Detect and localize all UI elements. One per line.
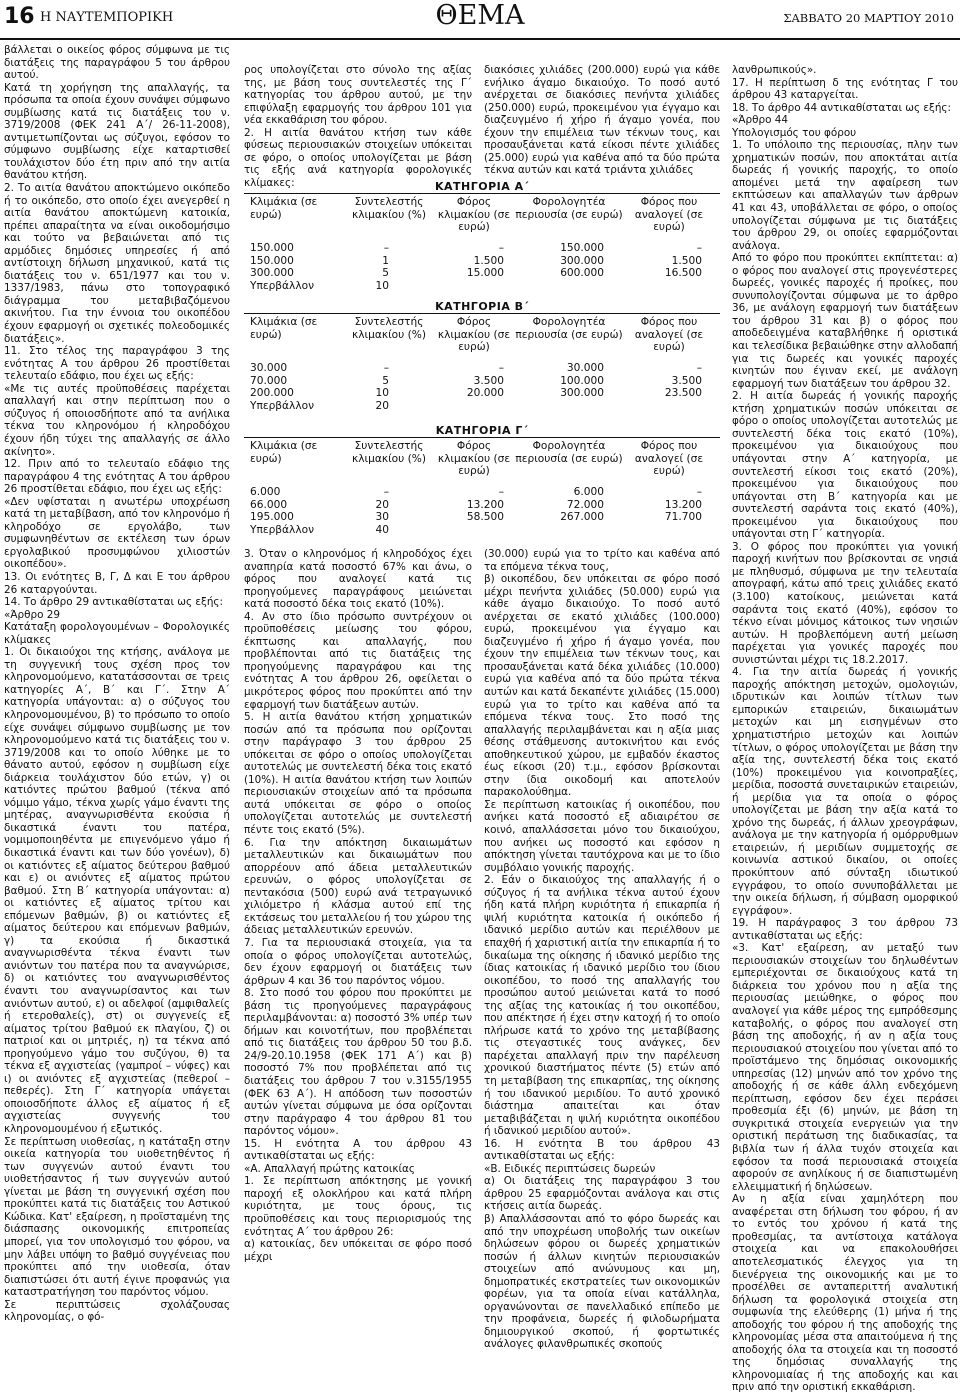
table-cell: 150.000 bbox=[250, 254, 294, 267]
paragraph: 17. Η περίπτωση δ της ενότητας Γ του άρθρου 43 καταργείται. bbox=[732, 76, 958, 102]
column-header: Φόρος κλιμακίου (σε ευρώ) bbox=[437, 440, 511, 477]
section-logo: ΘΕΜΑ bbox=[435, 0, 525, 31]
table-cell: 15.000 bbox=[466, 267, 504, 279]
table-cell: – bbox=[696, 242, 702, 254]
category-title: ΚΑΤΗΓΟΡΙΑ Γ΄ bbox=[435, 424, 529, 437]
table-cell: 300.000 bbox=[250, 267, 294, 279]
paragraph: Σε περιπτώσεις σχολάζουσας κληρονομίας, ο φό- bbox=[4, 1298, 230, 1324]
paragraph: βάλλεται ο οικείος φόρος σύμφωνα με τις διατάξεις της παραγράφου 5 του άρθρου αυτού. bbox=[4, 44, 230, 82]
paragraph: «Άρθρο 44 bbox=[732, 114, 788, 127]
category-rule bbox=[244, 437, 720, 438]
table-cell: 13.200 bbox=[664, 498, 702, 511]
paragraph: 15. Η ενότητα Α του άρθρου 43 αντικαθίσταται ως εξής: bbox=[244, 1137, 472, 1163]
table-cell: 40 bbox=[375, 523, 389, 536]
text-column-3-top bbox=[484, 64, 720, 177]
text-column-4 bbox=[732, 64, 958, 1394]
table-cell: 6.000 bbox=[573, 486, 604, 498]
table-cell: 600.000 bbox=[560, 267, 604, 279]
issue-date: ΣΑΒΒΑΤΟ 20 ΜΑΡΤΙΟΥ 2010 bbox=[783, 11, 954, 25]
column-header: Συντελεστής κλιμακίου (%) bbox=[352, 316, 426, 341]
column-header: Φόρος κλιμακίου (σε ευρώ) bbox=[437, 196, 511, 233]
column-header: Κλιμάκια (σε ευρώ) bbox=[250, 316, 318, 341]
table-cell: 30 bbox=[375, 511, 389, 523]
category-title: ΚΑΤΗΓΟΡΙΑ Β΄ bbox=[435, 300, 529, 313]
table-cell: – bbox=[696, 486, 702, 498]
paragraph: «Δεν υφίσταται η ανωτέρω υποχρέωση κατά τη μεταβίβαση, από τον κληρονόμο ή κληροδόχο σε εργολάβο, των συμφωνηθέντων σε εκτέλεση των όρων εργολαβικού προσυμφώνου χιλιοστών οικοπέδου». bbox=[4, 495, 230, 571]
table-cell: 1.500 bbox=[473, 254, 504, 267]
column-header: Κλιμάκια (σε ευρώ) bbox=[250, 196, 318, 221]
column-header: Φόρος κλιμακίου (σε ευρώ) bbox=[437, 316, 511, 353]
table-cell: 71.700 bbox=[664, 511, 702, 523]
paragraph: 4. Αν στο ίδιο πρόσωπο συντρέχουν οι προϋποθέσεις μείωσης του φόρου, έκπτωσης και απαλλαγής, που προβλέπονται από τις διατάξεις της προηγούμενης παραγράφου και της ενότητας Α του άρθρου 26, οφείλεται ο μικρότερος φόρος που προκύπτει από την εφαρμογή των διατάξεων αυτών. bbox=[244, 610, 472, 711]
paragraph: λανθρωπικούς». bbox=[732, 64, 817, 76]
paragraph: 2. Εάν ο δικαιούχος της απαλλαγής ή ο σύζυγος ή τα ανήλικα τέκνα αυτού έχουν ήδη κατά πλήρη κυριότητα ή επικαρπία ή ψιλή κυριότητα κατοικία ή οικόπεδο ή ιδανικό μερίδιο αυτών και περιέλθουν με επαχθή ή χαριστική αιτία την επικαρπία ή το δικαίωμα της οίκησης ή ιδανικό μερίδιο της ίδιας κατοικίας ή ιδανικό μερίδιο του ίδιου οικοπέδου, το ποσό της απαλλαγής του προσώπου αυτού μειώνεται κατά το ποσό της αξίας της κατοικίας ή του οικοπέδου, που απέκτησε ή έχει στην κατοχή ή το οποίο πλήρωσε κατά το χρόνο της μεταβίβασης τις στεγαστικές τους ανάγκες, δεν παρέχεται απαλλαγή πριν την παρέλευση χρονικού διαστήματος πέντε (5) ετών από τη μεταβίβαση της επικαρπίας, της οίκησης ή του ιδανικού μεριδίου. Το αυτό χρονικό διάστημα απαιτείται και όταν μεταβιβάζεται η ψιλή κυριότητα οικοπέδου ή ιδανικού μεριδίου αυτού». bbox=[484, 874, 720, 1138]
table-cell: Υπερβάλλον bbox=[250, 279, 314, 292]
paragraph: «3. Κατ' εξαίρεση, αν μεταξύ των περιουσιακών στοιχείων του δηλωθέντων εμπεριέχονται σε δικαιούχους κατά τη διάρκεια του χρόνου που η αξία της περιουσίας μειώθηκε, ο φόρος που αναλογεί για κάθε μέρος της εμπρόθεσμης καταβολής, ο φόρος που αναλογεί στη βάση της αποδοχής, ή αν η αξία τους περιουσιακού στοιχείου που γίνεται από το προϊστάμενο της δημόσιας οικονομικής υπηρεσίας (12) μηνών από τον χρόνο της αποδοχής ή σε κάθε άλλη ενδεχόμενη περίπτωση, εφόσον δεν έχει περάσει προθεσμία έξι (6) μηνών, με βάση τη συγκριτικά στοιχεία ενεργειών για την οριστική περάτωση της διαδικασίας, τα βιβλία των ή άλλα τυχόν στοιχεία και εφόσον τα ποσά περιουσιακά στοιχεία αφορούν σε ανηλίκους ή σε διαπιστωμένη ελλειμματική ή δηλώσεων. bbox=[732, 942, 958, 1193]
paragraph: 13. Οι ενότητες Β, Γ, Δ και Ε του άρθρου 26 καταργούνται. bbox=[4, 570, 230, 596]
table-cell: 1.500 bbox=[671, 254, 702, 267]
paragraph: «Α. Απαλλαγή πρώτης κατοικίας bbox=[244, 1162, 415, 1175]
paragraph: α) Οι διατάξεις της παραγράφου 3 του άρθρου 25 εφαρμόζονται ανάλογα και στις κτήσεις αιτία δωρεάς. bbox=[484, 1175, 720, 1213]
table-cell: 20 bbox=[375, 399, 389, 412]
table-cell: – bbox=[498, 486, 504, 498]
table-cell: 267.000 bbox=[560, 511, 604, 523]
table-cell: 150.000 bbox=[250, 242, 294, 254]
paragraph: α) κατοικίας, δεν υπόκειται σε φόρο ποσό μέχρι bbox=[244, 1238, 472, 1263]
page-header bbox=[0, 0, 960, 40]
paragraph: «Β. Ειδικές περιπτώσεις δωρεών bbox=[484, 1162, 656, 1175]
table-cell: 100.000 bbox=[560, 374, 604, 387]
paragraph: 1. Το υπόλοιπο της περιουσίας, πλην των χρηματικών ποσών, που αποκτάται αιτία δωρεάς ή γονικής παροχής, το οποίο απομένει μετά την αφαίρεση των εκπτώσεων και απαλλαγών των άρθρων 41 και 43, υποβάλλεται σε φόρο, ο οποίος υπολογίζεται σύμφωνα με τις διατάξεις του άρθρου 29, οι οποίες εφαρμόζονται ανάλογα. bbox=[732, 139, 958, 252]
paragraph: 1. Σε περίπτωση απόκτησης με γονική παροχή εξ ολοκλήρου και κατά πλήρη κυριότητα, με τους όρους, τις προϋποθέσεις και τους περιορισμούς της ενότητας Α΄ του άρθρου 26: bbox=[244, 1175, 472, 1238]
paragraph: 4. Για την αιτία δωρεάς ή γονικής παροχής απόκτηση μετοχών, ομολογιών, ιδρυτικών και λοιπών τίτλων των εμπορικών εταιρειών, δικαιωμάτων μετοχών και μη εισηγμένων στο χρηματιστήριο μετοχών και λοιπών τίτλων, ο φόρος υπολογίζεται με βάση την αξία της, συντελεστή δέκα τοις εκατό (10%) προκειμένου για κοινοπραξίες, μερίδια, ποσοστά συνεταιρικών εταιρειών, ή μερίδια για τα οποία ο φόρος υπολογίζεται με βάση την αξία κατά το χρόνο της δωρεάς, ή άλλων χρεογράφων, ανάλογα με την κατηγορία ή ομόρρυθμων εταιρειών, ή μεριδίων συμμετοχής σε κοινωνία αστικού δικαίου, οι οποίες προκύπτουν από σύνταξη ιδιωτικού εγγράφου, το οποίο συνυποβάλλεται με την οικεία δήλωση, ή σύμβαση ομορφικού εγγράφου». bbox=[732, 666, 958, 917]
paragraph: Κατά τη χορήγηση της απαλλαγής, τα πρόσωπα τα οποία έχουν συνάψει σύμφωνο συμβίωσης κατά τις διατάξεις του ν. 3719/2008 (ΦΕΚ 241 Α΄/ 26-11-2008), αντιμετωπίζονται ως σύζυγοι, εφόσον το σύμφωνο συμβίωσης είχε καταρτισθεί τουλάχιστον δύο έτη πριν από την αιτία θανάτου κτήση. bbox=[4, 81, 230, 182]
table-cell: Υπερβάλλον bbox=[250, 523, 314, 536]
paragraph: Αν η αξία είναι χαμηλότερη που αναφέρεται στη δήλωση του φόρου, ή αν το εντός του χρόνου ή κατά της προθεσμίας, τα αντίστοιχα κατάλογα στοιχεία και να επακολουθήσει αποτελεσματικός έλεγχος για τη διενέργεια της οικονομικής και με το προσέλθει σε ανταπεριττή αναλυτική δήλωση τα φορολογικά στοιχεία στη συμφωνία της ελεύθερης (1) μήνα ή της αποδοχής του φόρου ή της αποδοχής της κληρονομίας μέσα στα απαιτούμενα ή της αποδοχής όλα τα στοιχεία και τη ποσοστό της δημόσιας συναλλαγής της κληρονομιαίας ή της αποδοχής και και πριν από την οριστική εκκαθάριση. bbox=[732, 1193, 958, 1394]
tax-scale-tables bbox=[244, 178, 720, 542]
paragraph: Σε περίπτωση υιοθεσίας, η κατάταξη στην οικεία κατηγορία του υιοθετηθέντος ή των συγγενών αυτού έναντι του υιοθετήσαντος ή των συγγενών αυτού γίνεται με βάση τη συγγενική σχέση που προκύπτει κατά τις διατάξεις του Αστικού Κώδικα. Κατ' εξαίρεση, η προϊσταμένη της διάσπασης οικονομικής επιτροπείας μπορεί, για τον υπολογισμό του φόρου, να μην λάβει υπόψη το βαθμό συγγένειας που προκύπτει από την υιοθεσία, όταν διαπιστώσει ότι αυτή έγινε προφανώς για καταστρατήγηση του παρόντος νόμου. bbox=[4, 1135, 230, 1299]
paragraph: 2. Η αιτία θανάτου κτήση των κάθε φύσεως περιουσιακών στοιχείων υπόκειται σε φόρο, ο οποίος υπολογίζεται με βάση τις εξής ανά κατηγορία φορολογικές κλίμακες: bbox=[244, 126, 472, 189]
paragraph: β) οικοπέδου, δεν υπόκειται σε φόρο ποσό μέχρι πενήντα χιλιάδες (50.000) ευρώ για κάθε άγαμο δικαιούχο. Το ποσό αυτό ανέρχεται σε εκατό χιλιάδες (100.000) ευρώ, προκειμένου για έγγαμο και διαζευγμένο ή χήρο ή άγαμο γονέα, που έχουν την επιμέλεια των τέκνων τους, και προσαυξάνεται κατά δέκα χιλιάδες (10.000) ευρώ για καθένα από τα δύο πρώτα τέκνα αυτών και κατά δεκαπέντε χιλιάδες (15.000) ευρώ για το τρίτο και καθένα από τα επόμενα τέκνα τους. Στο ποσό της απαλλαγής περιλαμβάνεται και η αξία μιας θέσης στάθμευσης αυτοκινήτου και ενός αποθηκευτικού χώρου, με εμβαδόν έκαστος έως είκοσι (20) τ.μ., εφόσον βρίσκονται στην ίδια οικοδομή και αποτελούν παρακολούθημα. bbox=[484, 573, 720, 799]
table-cell: 300.000 bbox=[560, 254, 604, 267]
table-cell: 150.000 bbox=[560, 242, 604, 254]
paragraph: «Άρθρο 29 bbox=[4, 608, 60, 621]
paragraph: Σε περίπτωση κατοικίας ή οικοπέδου, που ανήκει κατά ποσοστό εξ αδιαιρέτου σε κοινό, απαλλάσσεται μόνο του δικαιούχου, που ανήκει ως ποσοστό και εφόσον η απόκτηση γίνεται ταυτόχρονα και με το ίδιο συμβόλαιο γονικής παροχής. bbox=[484, 798, 720, 874]
paragraph: Από το φόρο που προκύπτει εκπίπτεται: α) ο φόρος που αναλογεί στις προγενέστερες δωρεές, γονικές παροχές ή προίκες, που συνυπολογίζονται σύμφωνα με το άρθρο 36, με ανάλογη εφαρμογή των διατάξεων του άρθρου 31 και β) ο φόρος που αποδεδειγμένα καταβλήθηκε ή οριστικά και τελεσίδικα βεβαιώθηκε στην αλλοδαπή για τις δωρεές και γονικές παροχές κινητών που έγιναν εκεί, με ανάλογη εφαρμογή των διατάξεων του άρθρου 32. bbox=[732, 252, 958, 390]
text-column-2-bottom bbox=[244, 548, 472, 1263]
paragraph: 2. Η αιτία δωρεάς ή γονικής παροχής κτήση χρηματικών ποσών υπόκειται σε φόρο ο οποίος υπολογίζεται αυτοτελώς με συντελεστή δέκα τοις εκατό (10%), προκειμένου για δικαιούχους που υπάγονται στην Α΄ κατηγορία, με συντελεστή είκοσι τοις εκατό (20%), προκειμένου για δικαιούχους που υπάγονται στη Β΄ κατηγορία και με συντελεστή σαράντα τοις εκατό (40%), προκειμένου για δικαιούχους που υπάγονται στη Γ΄ κατηγορία. bbox=[732, 390, 958, 541]
column-header: Συντελεστής κλιμακίου (%) bbox=[352, 196, 426, 221]
column-header: Συντελεστής κλιμακίου (%) bbox=[352, 440, 426, 465]
paragraph: (30.000) ευρώ για το τρίτο και καθένα από τα επόμενα τέκνα τους, bbox=[484, 548, 720, 573]
table-cell: 20.000 bbox=[466, 387, 504, 399]
table-cell: Υπερβάλλον bbox=[250, 399, 314, 412]
text-column-3-bottom bbox=[484, 548, 720, 1351]
table-cell: 3.500 bbox=[473, 374, 504, 387]
table-cell: 3.500 bbox=[671, 374, 702, 387]
category-rule bbox=[244, 313, 720, 314]
column-header: Κλιμάκια (σε ευρώ) bbox=[250, 440, 318, 465]
table-cell: 23.500 bbox=[664, 387, 702, 399]
table-cell: 200.000 bbox=[250, 387, 294, 399]
paragraph: «Με τις αυτές προϋποθέσεις παρέχεται απαλλαγή και στην περίπτωση που ο σύζυγος ή οποιοσδήποτε από τα ανήλικα τέκνα του κληρονόμου ή κληροδόχου έχουν ήδη τύχει της απαλλαγής σε άλλο ακίνητο». bbox=[4, 382, 230, 458]
table-cell: 66.000 bbox=[250, 498, 288, 511]
table-cell: 6.000 bbox=[250, 486, 281, 498]
paragraph: 16. Η ενότητα Β του άρθρου 43 αντικαθίσταται ως εξής: bbox=[484, 1137, 720, 1163]
paragraph: 1. Οι δικαιούχοι της κτήσης, ανάλογα με τη συγγενική τους σχέση προς τον κληρονομούμενο, κατατάσσονται σε τρεις κατηγορίες Α΄, Β΄ και Γ΄. Στην Α΄ κατηγορία υπάγονται: α) ο σύζυγος του κληρονομουμένου, β) το πρόσωπο το οποίο είχε συνάψει σύμφωνο συμβίωσης με τον κληρονομούμενο κατά τις διατάξεις του ν. 3719/2008 και το οποίο λύθηκε με το θάνατο αυτού, εφόσον η συμβίωση είχε διάρκεια τουλάχιστον δύο ετών, γ) οι κατιόντες πρώτου βαθμού (τέκνα από νόμιμο γάμο, τέκνα χωρίς γάμο έναντι της μητέρας, αναγνωρισθέντα εκούσια ή δικαστικά έναντι του πατέρα, νομιμοποιηθέντα με επιγενόμενο γάμο ή δικαστικά έναντι και των δύο γονέων), δ) οι κατιόντες εξ αίματος δεύτερου βαθμού και ε) οι ανιόντες εξ αίματος πρώτου βαθμού. Στη Β΄ κατηγορία υπάγονται: α) οι κατιόντες εξ αίματος τρίτου και επόμενων βαθμών, β) οι κατιόντες εξ αίματος δεύτερου και επόμενων βαθμών, γ) τα εκούσια ή δικαστικά αναγνωρισθέντα τέκνα έναντι των ανιόντων του πατέρα που τα αναγνώρισε, δ) οι κατιόντες του αναγνωρισθέντος έναντι του αναγνωρίσαντος και των ανιόντων αυτού, ε) οι αδελφοί (αμφιθαλείς ή ετεροθαλείς), στ) οι συγγενείς εξ αίματος τρίτου βαθμού εκ πλαγίου, ζ) οι πατριοί και οι μητριές, η) τα τέκνα από προηγούμενο γάμο του συζύγου, θ) τα τέκνα εξ αγχιστείας (γαμπροί – νύφες) και ι) οι ανιόντες εξ αγχιστείας (πεθεροί – πεθερές). Στη Γ΄ κατηγορία υπάγεται οποιοσδήποτε άλλος εξ αίματος ή εξ αγχιστείας συγγενής του κληρονομουμένου ή εξωτικός. bbox=[4, 646, 230, 1136]
table-cell: – bbox=[498, 242, 504, 254]
paragraph: 5. Η αιτία θανάτου κτήση χρηματικών ποσών από τα πρόσωπα που ορίζονται στην παράγραφο 3 του άρθρου 25 υπόκειται σε φόρο ο οποίος υπολογίζεται αυτοτελώς με συντελεστή δέκα τοις εκατό (10%). Η αιτία θανάτου κτήση των λοιπών περιουσιακών στοιχείων από τα πρόσωπα αυτά υπόκειται σε φόρο ο οποίος υπολογίζεται αυτοτελώς με συντελεστή πέντε τοις εκατό (5%). bbox=[244, 711, 472, 837]
page-number: 16 bbox=[4, 4, 35, 29]
paragraph: 11. Στο τέλος της παραγράφου 3 της ενότητας Α του άρθρου 26 προστίθεται τελευταίο εδάφιο, που έχει ως εξής: bbox=[4, 345, 230, 383]
paragraph: 3. Ο φόρος που προκύπτει για γονική παροχή κινήτων που βρίσκονται σε νησιά με πληθυσμό, σύμφωνα με την τελευταία απογραφή, κάτω από τρεις χιλιάδες εκατό (3.100) κατοίκους, μειώνεται κατά σαράντα τοις εκατό (40%), εφόσον το τέκνο είναι μόνιμος κάτοικος των νησιών αυτών. Η προβλεπόμενη αυτή μείωση παρέχεται για γονικές παροχές που συνιστώνται μέχρι τις 18.2.2017. bbox=[732, 540, 958, 666]
column-header: Φορολογητέα περιουσία (σε ευρώ) bbox=[515, 196, 623, 221]
column-header: Φόρος που αναλογεί (σε ευρώ) bbox=[634, 196, 704, 233]
table-cell: 195.000 bbox=[250, 511, 294, 523]
table-cell: 58.500 bbox=[466, 511, 504, 523]
column-header: Φορολογητέα περιουσία (σε ευρώ) bbox=[515, 440, 623, 465]
newspaper-name: Η ΝΑΥΤΕΜΠΟΡΙΚΗ bbox=[40, 10, 174, 25]
paragraph: β) Απαλλάσσονται από το φόρο δωρεάς και από την υποχρέωση υποβολής των οικείων δηλώσεων φόρου οι δωρεές χρηματικών ποσών ή άλλων κινητών περιουσιακών στοιχείων από ανώνυμους και μη, δημοπρατικές εκστρατείες των οικονομικών φορέων, για τα οποία είναι κατάλληλα, οργανώνονται σε πανελλαδικό επίπεδο με την προφάνεια, δωρεές ή φιλοδωρήματα δημιουργικού σκοπού, ή φορτωτικές ανάλογες φιλανθρωπικές σκοπούς bbox=[484, 1212, 720, 1351]
column-header: Φόρος που αναλογεί (σε ευρώ) bbox=[634, 440, 704, 477]
table-cell: 70.000 bbox=[250, 374, 288, 387]
paragraph: ρος υπολογίζεται στο σύνολο της αξίας της, με βάση τους συντελεστές της Γ΄ κατηγορίας του άρθρου αυτού, με την επιφύλαξη εφαρμογής του άρθρου 101 για νέα εκκαθάριση του φόρου. bbox=[244, 64, 472, 127]
paragraph: 14. Το άρθρο 29 αντικαθίσταται ως εξής: bbox=[4, 596, 223, 609]
table-cell: 30.000 bbox=[250, 362, 288, 374]
table-cell: 300.000 bbox=[560, 387, 604, 399]
table-cell: 1 bbox=[382, 254, 389, 267]
table-cell: – bbox=[383, 486, 389, 498]
table-cell: 5 bbox=[382, 374, 389, 387]
text-column-1 bbox=[4, 44, 230, 1324]
paragraph: 12. Πριν από το τελευταίο εδάφιο της παραγράφου 4 της ενότητας Α του άρθρου 26 προστίθεται εδάφιο, που έχει ως εξής: bbox=[4, 458, 230, 496]
paragraph: 3. Όταν ο κληρονόμος ή κληροδόχος έχει αναπηρία κατά ποσοστό 67% και άνω, ο φόρος που αναλογεί κατά τις προηγούμενες παραγράφους μειώνεται κατά ποσοστό δέκα τοις εκατό (10%). bbox=[244, 548, 472, 611]
column-header: Φόρος που αναλογεί (σε ευρώ) bbox=[634, 316, 704, 353]
paragraph: 19. Η παράγραφος 3 του άρθρου 73 αντικαθίσταται ως εξής: bbox=[732, 917, 958, 942]
table-cell: – bbox=[696, 362, 702, 374]
table-cell: 5 bbox=[382, 267, 389, 279]
table-cell: 10 bbox=[375, 387, 389, 399]
paragraph: 7. Για τα περιουσιακά στοιχεία, για τα οποία ο φόρος υπολογίζεται αυτοτελώς, δεν έχουν εφαρμογή οι διατάξεις των άρθρων 4 και 36 του παρόντος νόμου. bbox=[244, 936, 472, 987]
paragraph: Υπολογισμός του φόρου bbox=[732, 126, 857, 139]
paragraph: Κατάταξη φορολογουμένων – Φορολογικές κλίμακες bbox=[4, 621, 230, 646]
category-rule bbox=[244, 193, 720, 194]
table-cell: – bbox=[498, 362, 504, 374]
paragraph: 18. Το άρθρο 44 αντικαθίσταται ως εξής: bbox=[732, 101, 951, 114]
paragraph: 8. Στο ποσό του φόρου που προκύπτει με βάση τις προηγούμενες παραγράφους περιλαμβάνονται: α) ποσοστό 3% υπέρ των δήμων και κοινοτήτων, που προβλέπεται από τις διατάξεις του άρθρου 50 του β.δ. 24/9-20.10.1958 (ΦΕΚ 171 Α΄) και β) ποσοστό 7% που προβλέπεται από τις διατάξεις του άρθρου 7 του ν.3155/1955 (ΦΕΚ 63 Α΄). Η απόδοση των ποσοστών αυτών γίνεται σύμφωνα με όσα ορίζονται στην παράγραφο 4 του άρθρου 81 του παρόντος νόμου». bbox=[244, 987, 472, 1138]
category-title: ΚΑΤΗΓΟΡΙΑ Α΄ bbox=[435, 180, 529, 193]
table-cell: 16.500 bbox=[664, 267, 702, 279]
table-cell: 13.200 bbox=[466, 498, 504, 511]
text-column-2-top bbox=[244, 64, 472, 189]
paragraph: 2. Το αιτία θανάτου αποκτώμενο οικόπεδο ή το οικόπεδο, στο οποίο έχει ανεγερθεί η αιτία θανάτου αποκτώμενη κατοικία, πρέπει απαραίτητα να είναι οικοδομήσιμο και τούτο να βεβαιώνεται από τις αρμόδιες δημόσιες υπηρεσίες ή από αντίστοιχη δήλωση μηχανικού, κατά τις διατάξεις του ν. 651/1977 και του ν. 1337/1983, πάνω στο τοπογραφικό διάγραμμα του μεταβιβαζόμενου ακινήτου. Για την έννοια του οικοπέδου έχουν εφαρμογή οι σχετικές πολεοδομικές διατάξεις». bbox=[4, 182, 230, 345]
table-cell: 30.000 bbox=[566, 362, 604, 374]
table-cell: 10 bbox=[375, 279, 389, 292]
table-cell: – bbox=[383, 242, 389, 254]
paragraph: διακόσιες χιλιάδες (200.000) ευρώ για κάθε ενήλικο άγαμο δικαιούχο. Το ποσό αυτό ανέρχεται σε διακόσιες πενήντα χιλιάδες (250.000) ευρώ, προκειμένου για έγγαμο και διαζευγμένο ή χήρο ή άγαμο γονέα, που έχουν την επιμέλεια των τέκνων τους, και προσαυξάνεται κατά είκοσι πέντε χιλιάδες (25.000) ευρώ για καθένα από τα δύο πρώτα τέκνα αυτών και κατά τριάντα χιλιάδες bbox=[484, 64, 720, 177]
table-cell: – bbox=[383, 362, 389, 374]
paragraph: 6. Για την απόκτηση δικαιωμάτων μεταλλευτικών και δικαιωμάτων που απορρέουν από άδεια μεταλλευτικών ερευνών, ο φόρος υπολογίζεται σε πεντακόσια (500) ευρώ ανά τετραγωνικό χιλιόμετρο ή κλάσμα αυτού επί της εκτάσεως του μεταλλείου ή του χώρου της άδειας μεταλλευτικών ερευνών. bbox=[244, 836, 472, 937]
table-cell: 72.000 bbox=[566, 498, 604, 511]
table-cell: 20 bbox=[375, 498, 389, 511]
column-header: Φορολογητέα περιουσία (σε ευρώ) bbox=[515, 316, 623, 341]
